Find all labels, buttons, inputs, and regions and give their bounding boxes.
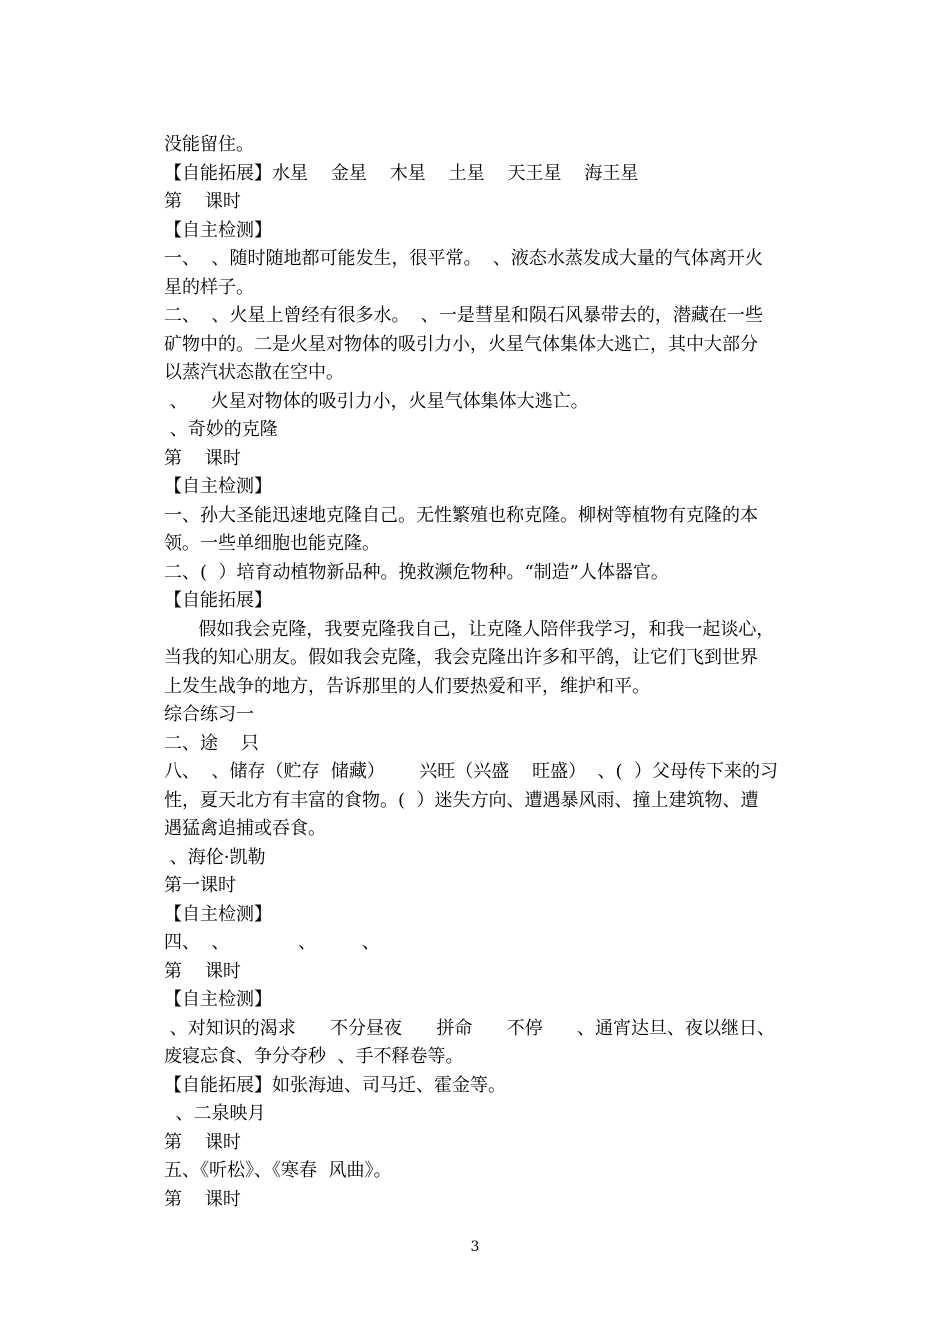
text-line: 上发生战争的地方，告诉那里的人们要热爱和平，维护和平。 (164, 675, 650, 697)
text-line: 八、 、储存（贮存 储藏） 兴旺（兴盛 旺盛） 、( ）父母传下来的习 (164, 761, 779, 782)
text-line: 性，夏天北方有丰富的食物。( ）迷失方向、遭遇暴风雨、撞上建筑物、遭 (164, 789, 759, 811)
text-line: 矿物中的。二是火星对物体的吸引力小，火星气体集体大逃亡，其中大部分 (164, 333, 758, 355)
page-number: 3 (470, 1239, 480, 1255)
text-line: 【自主检测】 (164, 476, 272, 497)
text-line: 四、 、 、 、 (164, 932, 380, 953)
text-line: 星的样子。 (164, 276, 254, 298)
text-line: 综合练习一 (164, 704, 254, 725)
text-line: 领。一些单细胞也能克隆。 (164, 533, 380, 554)
text-line: 【自主检测】 (164, 903, 272, 925)
text-line: 以蒸汽状态散在空中。 (164, 362, 344, 383)
text-line: 二、途 只 (164, 732, 259, 754)
text-line: 【自能拓展】水星 金星 木星 土星 天王星 海王星 (164, 162, 639, 184)
text-line: 、二泉映月 (164, 1103, 266, 1124)
text-line: 、奇妙的克隆 (164, 419, 278, 440)
text-line: 【自能拓展】 (164, 590, 272, 611)
text-line: 、 火星对物体的吸引力小，火星气体集体大逃亡。 (164, 390, 589, 412)
text-line: 第一课时 (164, 875, 236, 896)
text-line: 五、《听松》、《寒春 风曲》。 (164, 1160, 392, 1181)
text-line: 一、孙大圣能迅速地克隆自己。无性繁殖也称克隆。柳树等植物有克隆的本 (164, 504, 758, 526)
text-line: 当我的知心朋友。假如我会克隆，我会克隆出许多和平鸽，让它们飞到世界 (164, 647, 758, 668)
text-line: 废寝忘食、争分夺秒 、手不释卷等。 (164, 1046, 464, 1067)
text-line: 、对知识的渴求 不分昼夜 拼命 不停 、通宵达旦、夜以继日、 (164, 1017, 776, 1039)
text-line: 第 课时 (164, 191, 241, 212)
text-line: 一、 、随时随地都可能发生，很平常。 、液态水蒸发成大量的气体离开火 (164, 248, 763, 269)
text-line: 二、( ）培育动植物新品种。挽救濒危物种。“制造”人体器官。 (164, 561, 669, 583)
text-line: 、海伦·凯勒 (164, 846, 266, 868)
text-line: 第 课时 (164, 1188, 241, 1210)
text-line: 遇猛禽追捕或吞食。 (164, 818, 326, 839)
text-line: 没能留住。 (164, 134, 254, 155)
text-line: 第 课时 (164, 1131, 241, 1153)
text-line: 【自能拓展】如张海迪、司马迁、霍金等。 (164, 1074, 506, 1096)
text-line: 【自主检测】 (164, 989, 272, 1010)
document-body (164, 131, 794, 1214)
text-line: 第 课时 (164, 960, 241, 982)
text-line: 第 课时 (164, 447, 241, 469)
text-line: 二、 、火星上曾经有很多水。 、一是彗星和陨石风暴带去的，潜藏在一些 (164, 305, 763, 326)
text-line: 【自主检测】 (164, 219, 272, 241)
text-line: 假如我会克隆，我要克隆我自己，让克隆人陪伴我学习，和我一起谈心， (164, 618, 775, 640)
